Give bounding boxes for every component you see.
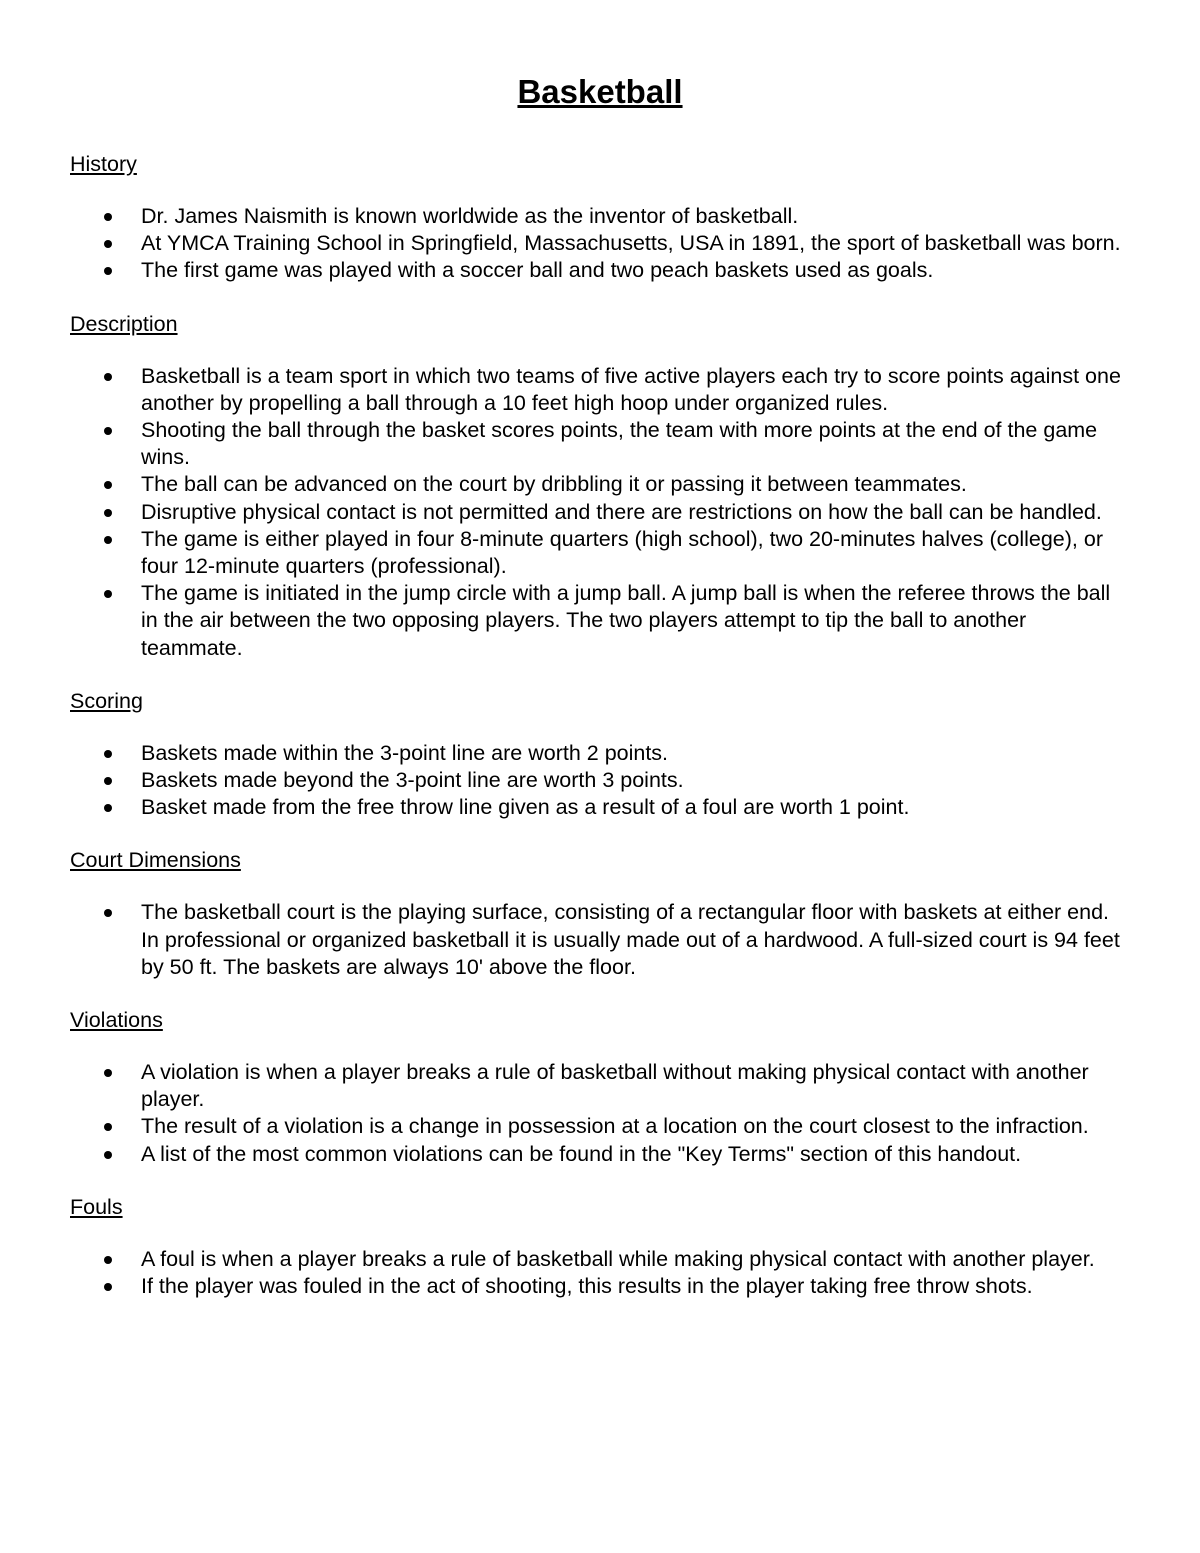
section-history <box>70 150 1130 285</box>
bullet-icon <box>104 481 112 489</box>
section-heading: Scoring <box>70 688 143 713</box>
bullet-icon <box>104 427 112 435</box>
section-violations <box>70 1006 1130 1168</box>
list-item: The basketball court is the playing surface, consisting of a rectangular floor with baskets at either end. In professional or organized basketball it is usually made out of a hardwood. A full-sized court is 94 feet by 50 ft. The baskets are always 10' above the floor. <box>70 899 1130 981</box>
list-item: Dr. James Naismith is known worldwide as the inventor of basketball. <box>70 203 1130 230</box>
section-fouls <box>70 1193 1130 1300</box>
list-item: The first game was played with a soccer ball and two peach baskets used as goals. <box>70 257 1130 284</box>
bullet-list <box>70 363 1130 662</box>
section-court-dimensions <box>70 846 1130 981</box>
section-heading: History <box>70 152 137 176</box>
section-heading: Court Dimensions <box>70 848 241 873</box>
list-item: Baskets made beyond the 3-point line are worth 3 points. <box>70 767 1130 794</box>
bullet-icon <box>104 909 112 917</box>
bullet-icon <box>104 213 112 221</box>
bullet-list <box>70 899 1130 981</box>
list-item: A foul is when a player breaks a rule of basketball while making physical contact with another player. <box>70 1246 1130 1273</box>
list-item: A list of the most common violations can be found in the "Key Terms" section of this handout. <box>70 1141 1130 1168</box>
section-heading: Fouls <box>70 1194 123 1219</box>
list-item: Shooting the ball through the basket scores points, the team with more points at the end of the game wins. <box>70 417 1130 471</box>
section-heading: Description <box>70 311 178 336</box>
bullet-list <box>70 1246 1130 1300</box>
section-scoring <box>70 687 1130 822</box>
bullet-icon <box>104 590 112 598</box>
bullet-icon <box>104 267 112 275</box>
bullet-icon <box>104 509 112 517</box>
bullet-icon <box>104 240 112 248</box>
list-item: Basket made from the free throw line given as a result of a foul are worth 1 point. <box>70 794 1130 821</box>
list-item: A violation is when a player breaks a rule of basketball without making physical contact with another player. <box>70 1059 1130 1113</box>
bullet-icon <box>104 536 112 544</box>
section-heading: Violations <box>70 1008 163 1033</box>
list-item: Disruptive physical contact is not permitted and there are restrictions on how the ball can be handled. <box>70 499 1130 526</box>
list-item: At YMCA Training School in Springfield, Massachusetts, USA in 1891, the sport of basketball was born. <box>70 230 1130 257</box>
bullet-icon <box>104 750 112 758</box>
section-description <box>70 310 1130 662</box>
bullet-icon <box>104 1123 112 1131</box>
document-title: Basketball <box>517 73 683 110</box>
bullet-list <box>70 203 1130 285</box>
bullet-icon <box>104 804 112 812</box>
list-item: Baskets made within the 3-point line are worth 2 points. <box>70 740 1130 767</box>
list-item: Basketball is a team sport in which two teams of five active players each try to score points against one another by propelling a ball through a 10 feet high hoop under organized rules. <box>70 363 1130 417</box>
bullet-icon <box>104 1283 112 1291</box>
list-item: If the player was fouled in the act of shooting, this results in the player taking free throw shots. <box>70 1273 1130 1300</box>
list-item: The ball can be advanced on the court by dribbling it or passing it between teammates. <box>70 471 1130 498</box>
list-item: The game is initiated in the jump circle with a jump ball. A jump ball is when the referee throws the ball in the air between the two opposing players. The two players attempt to tip the ball to another teammate. <box>70 580 1130 662</box>
bullet-icon <box>104 1256 112 1264</box>
list-item: The game is either played in four 8-minute quarters (high school), two 20-minutes halves (college), or four 12-minute quarters (professional). <box>70 526 1130 580</box>
bullet-list <box>70 1059 1130 1168</box>
bullet-icon <box>104 1069 112 1077</box>
bullet-icon <box>104 373 112 381</box>
list-item: The result of a violation is a change in possession at a location on the court closest to the infraction. <box>70 1113 1130 1140</box>
bullet-icon <box>104 1151 112 1159</box>
document-body <box>70 150 1130 1325</box>
bullet-icon <box>104 777 112 785</box>
bullet-list <box>70 740 1130 822</box>
